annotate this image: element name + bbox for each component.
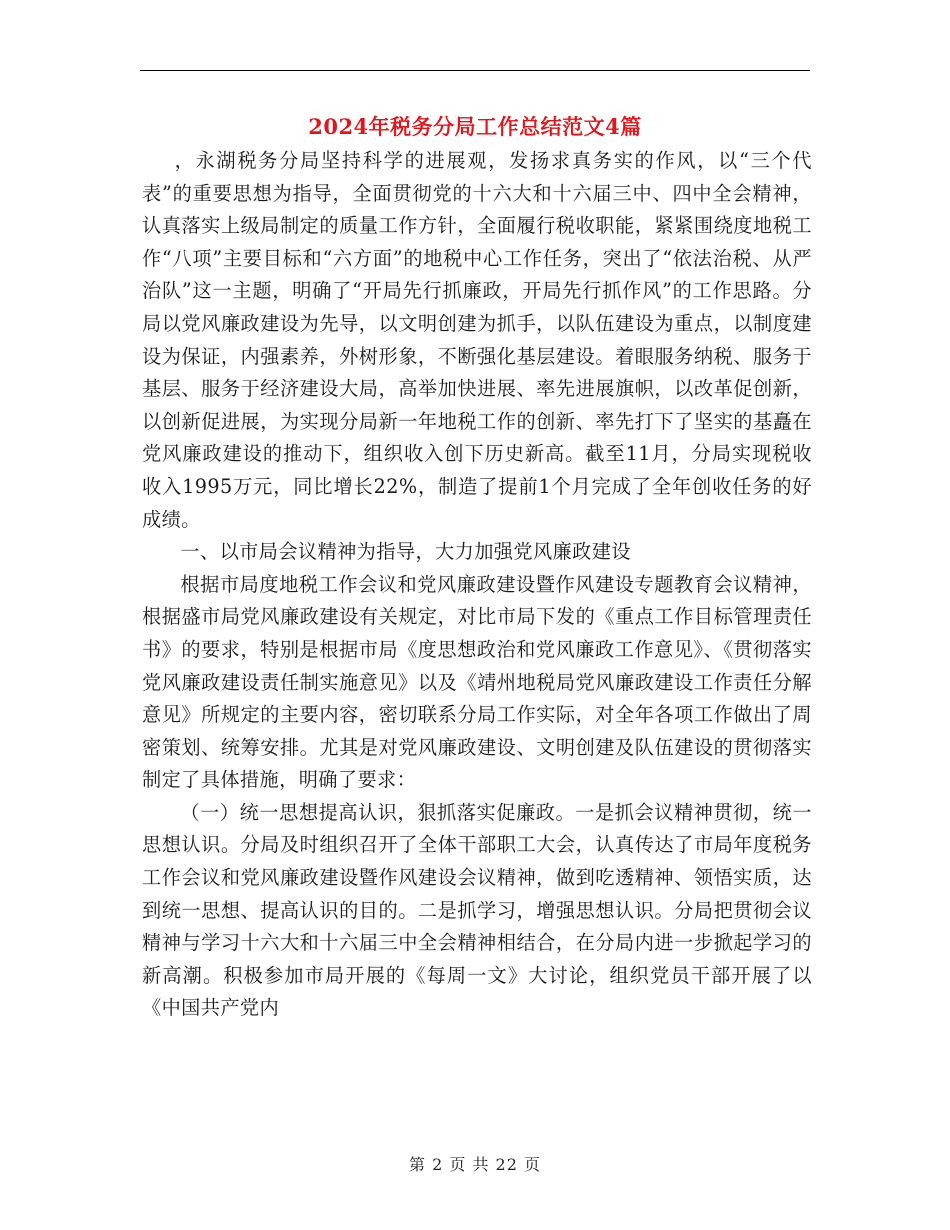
- section-heading-1: 一、以市局会议精神为指导，大力加强党风廉政建设: [180, 540, 631, 564]
- header-rule: [140, 70, 810, 71]
- page-footer: 第 2 页 共 22 页: [409, 1155, 541, 1174]
- paragraph-intro: ，永湖税务分局坚持科学的进展观，发扬求真务实的作风，以“三个代表”的重要思想为指导，全面贯彻党的十六大和十六届三中、四中全会精神，认真落实上级局制定的质量工作方针，全面履行税收职能，紧紧围绕度地税工作“八项”主要目标和“六方面”的地税中心工作任务，突出了“依法治税、从严治队”这一主题，明确了“开局先行抓廉政，开局先行抓作风”的工作思路。分局以党风廉政建设为先导，以文明创建为抓手，以队伍建设为重点，以制度建设为保证，内强素养，外树形象，不断强化基层建设。着眼服务纳税、服务于基层、服务于经济建设大局，高举加快进展、率先进展旗帜，以改革促创新，以创新促进展，为实现分局新一年地税工作的创新、率先打下了坚实的基矗在党风廉政建设的推动下，组织收入创下历史新高。截至11月，分局实现税收收入1995万元，同比增长22%，制造了提前1个月完成了全年创收任务的好成绩。: [142, 149, 812, 531]
- document-title: 2024年税务分局工作总结范文4篇: [308, 114, 642, 139]
- document-body: [142, 145, 812, 1025]
- paragraph-subsection-1: （一）统一思想提高认识，狠抓落实促廉政。一是抓会议精神贯彻，统一思想认识。分局及时组织召开了全体干部职工大会，认真传达了市局年度税务工作会议和党风廉政建设暨作风建设会议精神，做到吃透精神、领悟实质，达到统一思想、提高认识的目的。二是抓学习，增强思想认识。分局把贯彻会议精神与学习十六大和十六届三中全会精神相结合，在分局内进一步掀起学习的新高潮。积极参加市局开展的《每周一文》大讨论，组织党员干部开展了以《中国共产党内: [142, 800, 812, 1020]
- paragraph-section-1: 根据市局度地税工作会议和党风廉政建设暨作风建设专题教育会议精神，根据盛市局党风廉政建设有关规定，对比市局下发的《重点工作目标管理责任书》的要求，特别是根据市局《度思想政治和党风廉政工作意见》、《贯彻落实党风廉政建设责任制实施意见》以及《靖州地税局党风廉政建设工作责任分解意见》所规定的主要内容，密切联系分局工作实际，对全年各项工作做出了周密策划、统筹安排。尤其是对党风廉政建设、文明创建及队伍建设的贯彻落实制定了具体措施，明确了要求：: [142, 572, 812, 792]
